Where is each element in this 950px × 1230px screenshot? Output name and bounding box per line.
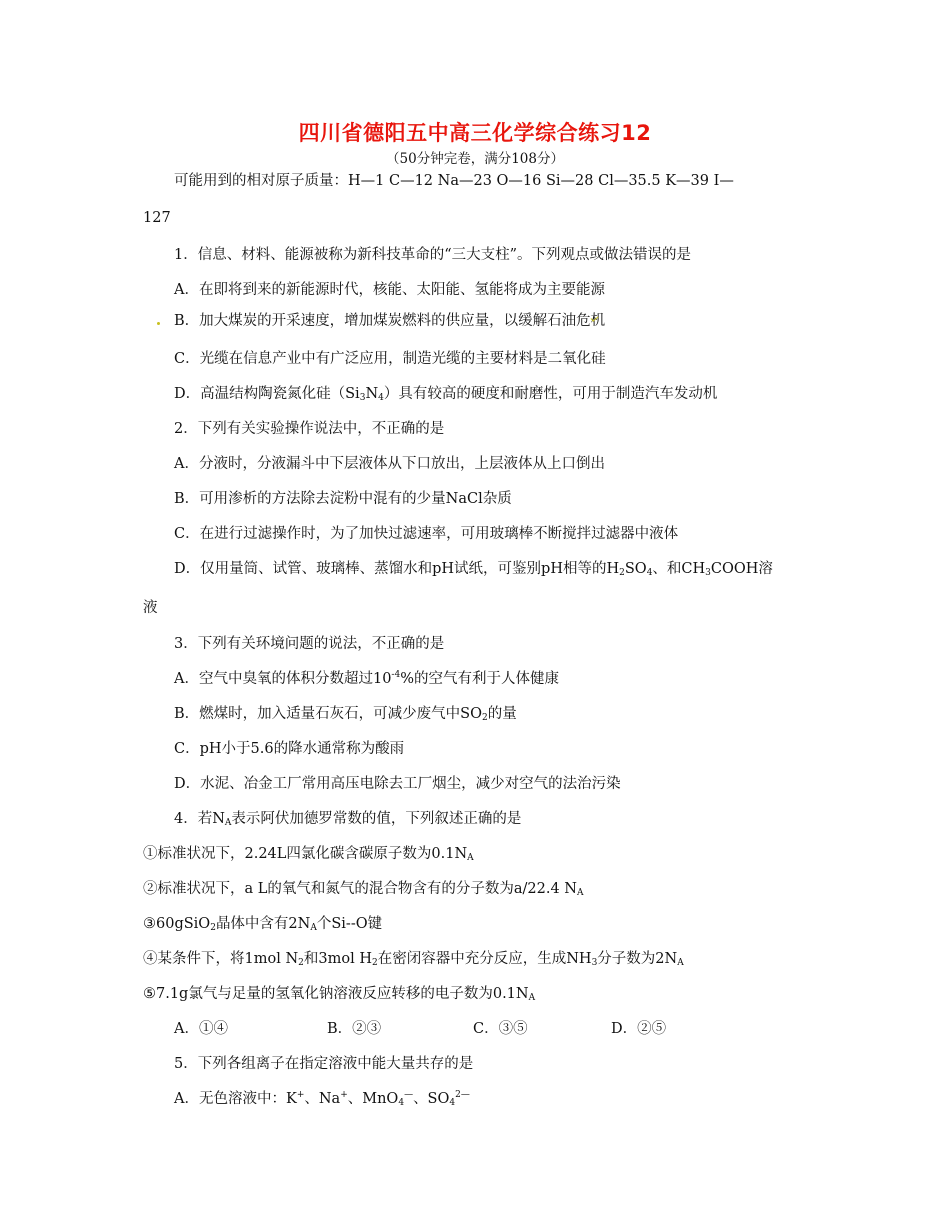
question-4-stem: 4．若$N_A$表示阿伏加德罗常数的值，下列叙述正确的是	[174, 811, 522, 828]
atomic-masses-continuation: 127	[143, 210, 171, 226]
question-4-option-b: B．②③	[327, 1021, 382, 1037]
question-5-option-a: A．无色溶液中：K+、Na+、MnO$_4$—、$SO_4^{2—}$	[174, 1090, 470, 1108]
question-3-stem: 3．下列有关环境问题的说法，不正确的是	[174, 636, 445, 652]
question-4-option-a: A．①④	[174, 1021, 228, 1037]
question-4-statement-2: ②标准状况下，a L的氧气和氮气的混合物含有的分子数为a/22.4 $N_A$	[143, 881, 584, 898]
question-2-option-c: C．在进行过滤操作时，为了加快过滤速率，可用玻璃棒不断搅拌过滤器中液体	[174, 526, 679, 542]
question-2-option-b: B．可用渗析的方法除去淀粉中混有的少量NaCl杂质	[174, 491, 512, 507]
question-4-option-c: C．③⑤	[473, 1021, 528, 1037]
question-1-stem: 1．信息、材料、能源被称为新科技革命的“三大支柱”。下列观点或做法错误的是	[174, 247, 692, 263]
question-2-option-d-continuation: 液	[143, 600, 158, 616]
question-1-option-d: D．高温结构陶瓷氮化硅$(Si_3N_4)$具有较高的硬度和耐磨性，可用于制造汽车发动机	[174, 386, 718, 403]
question-4-option-d: D．②⑤	[611, 1021, 667, 1037]
stray-mark	[157, 322, 160, 325]
question-2-stem: 2．下列有关实验操作说法中，不正确的是	[174, 421, 445, 437]
question-1-option-a: A．在即将到来的新能源时代，核能、太阳能、氢能将成为主要能源	[174, 282, 605, 298]
question-2-option-a: A．分液时，分液漏斗中下层液体从下口放出，上层液体从上口倒出	[174, 456, 605, 472]
question-4-statement-5: ⑤7.1g氯气与足量的氢氧化钠溶液反应转移的电子数为$0.1N_A$	[143, 986, 536, 1003]
atomic-masses-line: 可能用到的相对原子质量：H—1 C—12 Na—23 O—16 Si—28 Cl—35.5 K—39 I—	[174, 173, 734, 189]
question-1-option-c: C．光缆在信息产业中有广泛应用，制造光缆的主要材料是二氧化硅	[174, 351, 606, 367]
question-4-statement-4: ④某条件下，将1mol $N_2$和3mol $H_2$在密闭容器中充分反应，生成$NH_3$分子数为$2N_A$	[143, 951, 684, 968]
question-1-option-b: B．加大煤炭的开采速度，增加煤炭燃料的供应量，以缓解石油危机	[174, 313, 606, 329]
question-5-stem: 5．下列各组离子在指定溶液中能大量共存的是	[174, 1056, 474, 1072]
question-3-option-b: B．燃煤时，加入适量石灰石，可减少废气中$SO_2$的量	[174, 706, 517, 723]
question-2-option-d: D．仅用量筒、试管、玻璃棒、蒸馏水和pH试纸，可鉴别pH相等的$H_2SO_4$、和$CH_3COOH$溶	[174, 561, 773, 578]
question-4-statement-3: ③60gSiO$_2$晶体中含有$2N_A$个Si--O键	[143, 916, 383, 933]
question-3-option-d: D．水泥、冶金工厂常用高压电除去工厂烟尘，减少对空气的法治污染	[174, 776, 621, 792]
page-title: 四川省德阳五中高三化学综合练习12	[298, 121, 652, 145]
page-subtitle: （50分钟完卷，满分108分）	[386, 151, 564, 167]
question-3-option-c: C．pH小于5.6的降水通常称为酸雨	[174, 741, 405, 757]
question-4-statement-1: ①标准状况下，2.24L四氯化碳含碳原子数为$0.1N_A$	[143, 846, 474, 863]
question-3-option-a: A．空气中臭氧的体积分数超过$10^{-4}\%$的空气有利于人体健康	[174, 670, 559, 687]
